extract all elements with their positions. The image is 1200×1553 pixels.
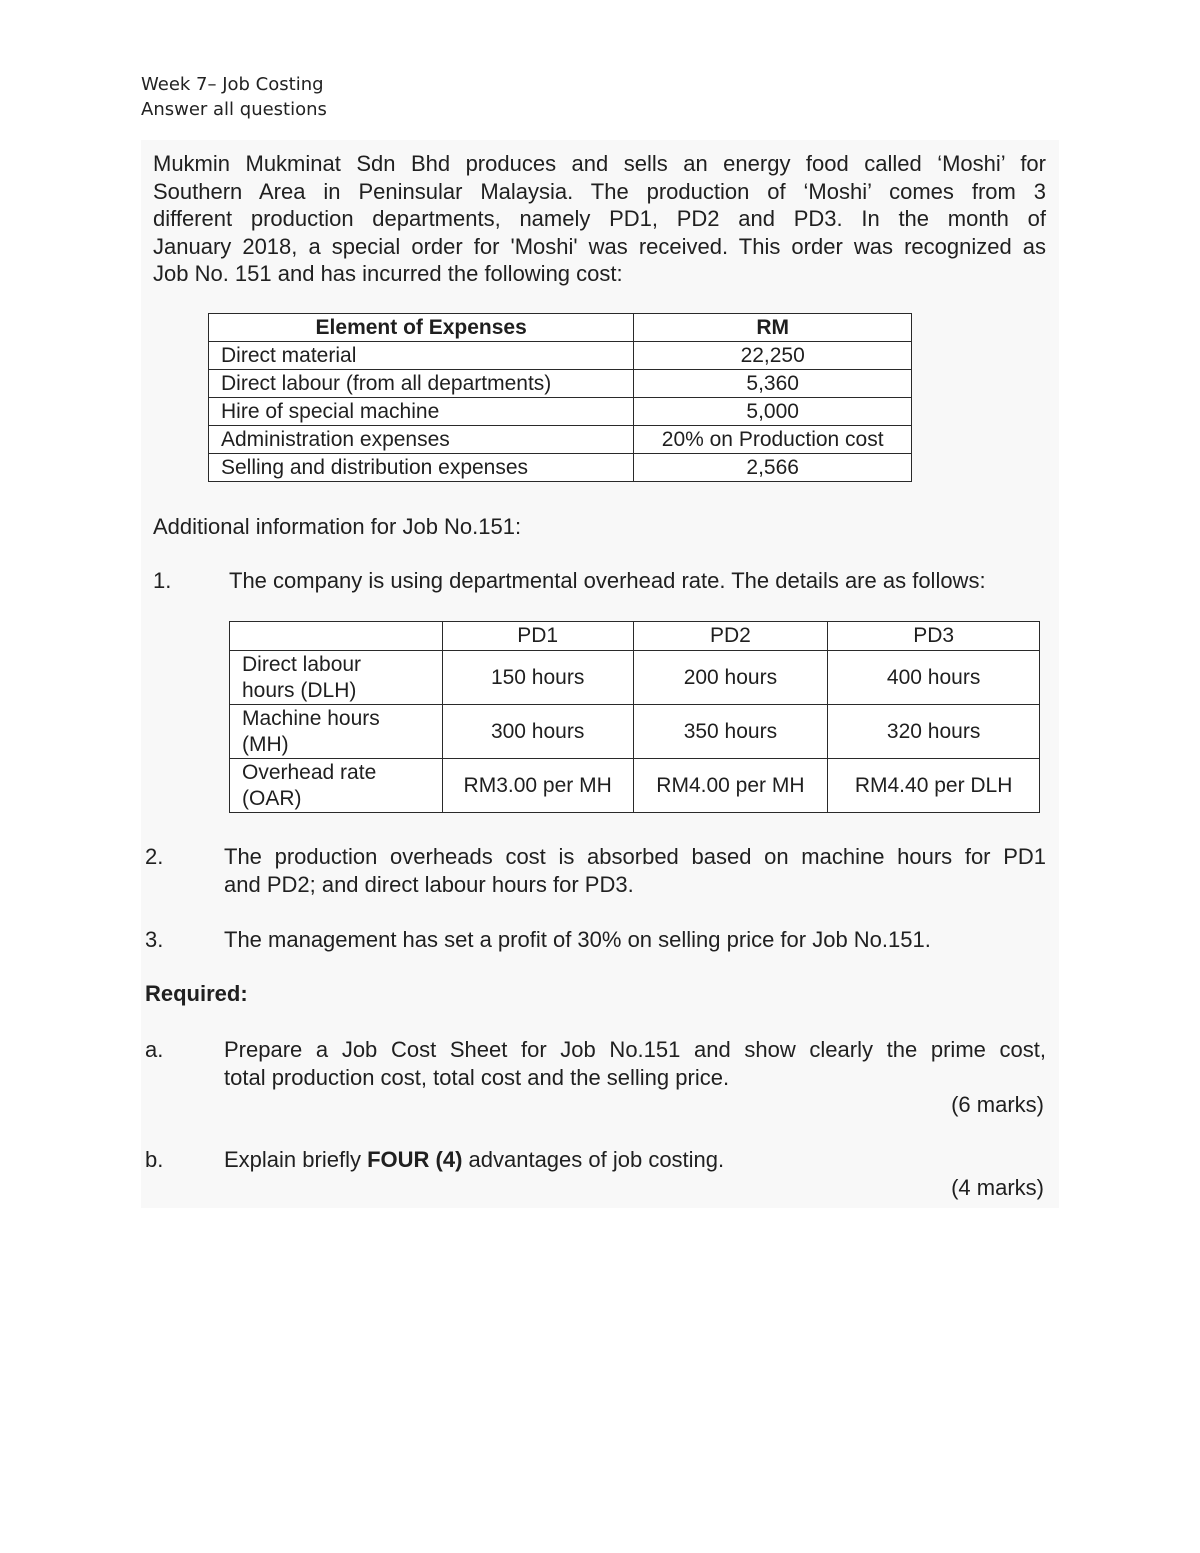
table-header-row bbox=[209, 314, 912, 342]
row-label bbox=[230, 651, 443, 705]
question-text-line: Prepare a Job Cost Sheet for Job No.151 and show clearly the prime cost, bbox=[224, 1037, 1046, 1062]
question-text-line: total production cost, total cost and the selling price. bbox=[224, 1065, 730, 1090]
question-text bbox=[224, 1146, 1046, 1174]
table-cell: 200 hours bbox=[633, 651, 828, 705]
expense-name: Direct labour (from all departments) bbox=[209, 370, 634, 398]
table-row bbox=[209, 426, 912, 454]
intro-line: Mukmin Mukminat Sdn Bhd produces and sells an energy food called ‘Moshi’ for bbox=[153, 151, 1046, 176]
column-header: PD3 bbox=[828, 622, 1040, 651]
expense-value: 2,566 bbox=[634, 454, 912, 482]
item-text: The management has set a profit of 30% on selling price for Job No.151. bbox=[224, 927, 931, 952]
table-cell: 300 hours bbox=[442, 705, 633, 759]
item-number: 1. bbox=[153, 568, 172, 593]
row-label-line: Direct labour bbox=[242, 652, 362, 676]
item-text-line: The production overheads cost is absorbed based on machine hours for PD1 bbox=[224, 844, 1046, 869]
table-cell: 320 hours bbox=[828, 705, 1040, 759]
column-header: RM bbox=[634, 314, 912, 342]
instruction-line: Answer all questions bbox=[141, 99, 327, 120]
expense-value: 20% on Production cost bbox=[634, 426, 912, 454]
table-cell: 350 hours bbox=[633, 705, 828, 759]
table-cell: RM3.00 per MH bbox=[442, 759, 633, 813]
row-label-line: hours (DLH) bbox=[242, 678, 357, 702]
table-cell: 400 hours bbox=[828, 651, 1040, 705]
additional-info-heading: Additional information for Job No.151: bbox=[153, 514, 522, 539]
table-cell: 150 hours bbox=[442, 651, 633, 705]
page-title: Week 7– Job Costing bbox=[141, 74, 324, 95]
marks-label: (6 marks) bbox=[951, 1092, 1044, 1117]
row-label-line: Overhead rate bbox=[242, 760, 377, 784]
table-row bbox=[230, 759, 1040, 813]
intro-line: Southern Area in Peninsular Malaysia. The production of ‘Moshi’ comes from 3 bbox=[153, 178, 1046, 204]
table-row bbox=[230, 705, 1040, 759]
question-a bbox=[145, 1036, 1046, 1096]
item-text: The company is using departmental overhead rate. The details are as follows: bbox=[229, 568, 986, 593]
row-label-line: (MH) bbox=[242, 732, 289, 756]
row-label bbox=[230, 705, 443, 759]
expenses-table bbox=[208, 313, 912, 482]
info-item-1 bbox=[153, 567, 1046, 597]
expense-value: 5,000 bbox=[634, 398, 912, 426]
question-b bbox=[145, 1146, 1046, 1176]
table-row bbox=[209, 398, 912, 426]
question-letter: a. bbox=[145, 1037, 164, 1062]
intro-line: January 2018, a special order for 'Moshi' was received. This order was recognized as bbox=[153, 233, 1046, 259]
info-item-2 bbox=[145, 843, 1046, 903]
column-header: PD2 bbox=[633, 622, 828, 651]
table-row bbox=[230, 651, 1040, 705]
intro-line: Job No. 151 and has incurred the following cost: bbox=[153, 261, 623, 286]
table-cell: RM4.00 per MH bbox=[633, 759, 828, 813]
item-number: 2. bbox=[145, 844, 164, 869]
table-row bbox=[209, 342, 912, 370]
info-item-3 bbox=[145, 926, 1046, 956]
overhead-table bbox=[229, 621, 1040, 813]
row-label bbox=[230, 759, 443, 813]
column-header: PD1 bbox=[442, 622, 633, 651]
question-letter: b. bbox=[145, 1147, 164, 1172]
column-header: Element of Expenses bbox=[209, 314, 634, 342]
question-emphasis: FOUR (4) bbox=[367, 1147, 463, 1172]
table-row bbox=[209, 370, 912, 398]
required-heading: Required: bbox=[145, 981, 248, 1006]
column-header bbox=[230, 622, 443, 651]
expense-name: Administration expenses bbox=[209, 426, 634, 454]
question-text-part: Explain briefly bbox=[224, 1147, 368, 1172]
expense-name: Selling and distribution expenses bbox=[209, 454, 634, 482]
intro-line: different production departments, namely PD1, PD2 and PD3. In the month of bbox=[153, 206, 1046, 231]
table-cell: RM4.40 per DLH bbox=[828, 759, 1040, 813]
item-text bbox=[224, 843, 1046, 899]
table-row bbox=[209, 454, 912, 482]
marks-label: (4 marks) bbox=[951, 1175, 1044, 1200]
expense-value: 5,360 bbox=[634, 370, 912, 398]
expense-value: 22,250 bbox=[634, 342, 912, 370]
item-number: 3. bbox=[145, 927, 164, 952]
row-label-line: Machine hours bbox=[242, 706, 380, 730]
row-label-line: (OAR) bbox=[242, 786, 302, 810]
question-text-part: advantages of job costing. bbox=[462, 1147, 725, 1172]
intro-paragraph bbox=[153, 150, 1046, 288]
question-text bbox=[224, 1036, 1046, 1092]
expense-name: Direct material bbox=[209, 342, 634, 370]
table-header-row bbox=[230, 622, 1040, 651]
expense-name: Hire of special machine bbox=[209, 398, 634, 426]
item-text-line: and PD2; and direct labour hours for PD3. bbox=[224, 872, 634, 897]
